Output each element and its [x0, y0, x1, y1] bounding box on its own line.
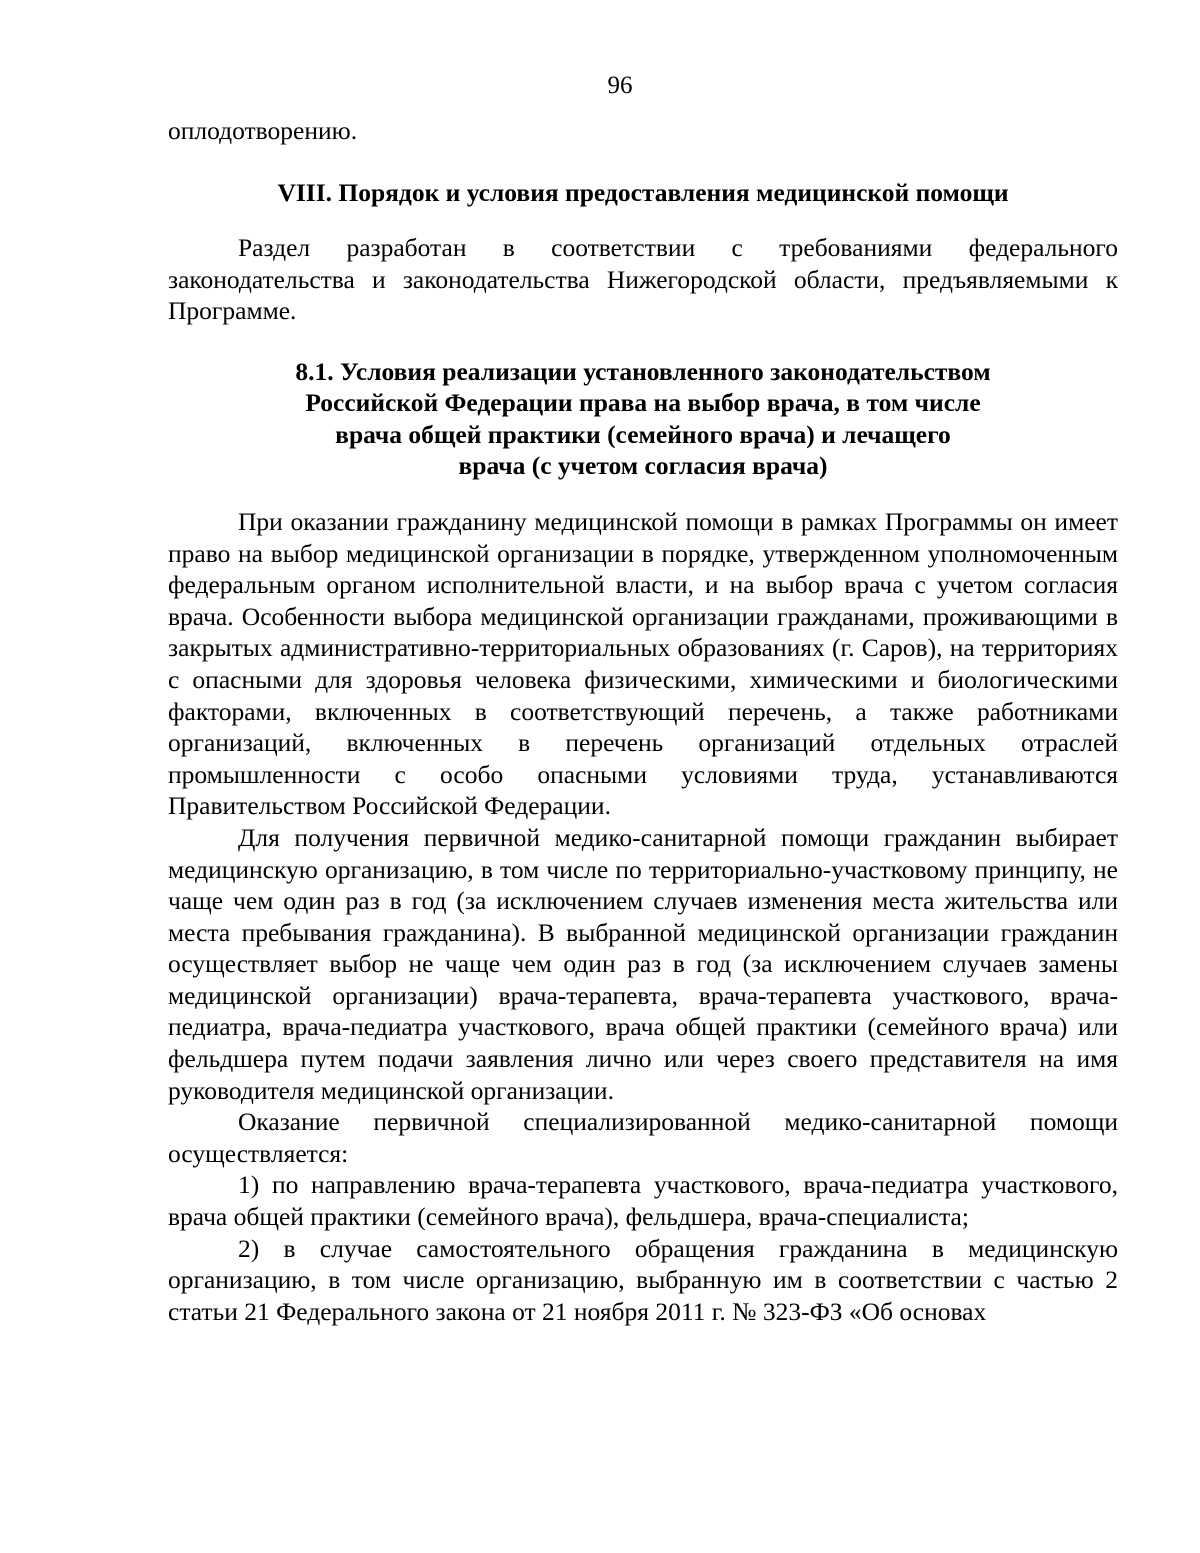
subsection-heading-line: врача общей практики (семейного врача) и лечащего [335, 419, 951, 449]
section-heading: VIII. Порядок и условия предоставления медицинской помощи [277, 177, 1009, 207]
subsection-heading-line: врача (с учетом согласия врача) [458, 451, 828, 481]
page-body [168, 115, 1118, 1327]
body-paragraph: Оказание первичной специализированной медико-санитарной помощи осуществляется: [168, 1107, 1118, 1168]
intro-paragraph: Раздел разработан в соответствии с требованиями федерального законодательства и законодательства Нижегородской области, предъявляемыми к Программе. [168, 233, 1118, 326]
subsection-heading-line: Российской Федерации права на выбор врача, в том числе [305, 388, 981, 418]
body-paragraph: При оказании гражданину медицинской помощи в рамках Программы он имеет право на выбор медицинской организации в порядке, утвержденном уполномоченным федеральным органом исполнительной власти, и на выбор врача с учетом согласия врача. Особенности выбора медицинской организации гражданами, проживающими в закрытых административно-территориальных образованиях (г. Саров), на территориях с опасными для здоровья человека физическими, химическими и биологическими факторами, включенных в соответствующий перечень, а также работниками организаций, включенных в перечень организаций отдельных отраслей промышленности с особо опасными условиями труда, устанавливаются Правительством Российской Федерации. [168, 506, 1118, 821]
subsection-heading [168, 356, 1118, 482]
list-item: 1) по направлению врача-терапевта участкового, врача-педиатра участкового, врача общей практики (семейного врача), фельдшера, врача-специалиста; [168, 1170, 1118, 1232]
page-number: 96 [607, 72, 633, 99]
list-item: 2) в случае самостоятельного обращения гражданина в медицинскую организацию, в том числе организацию, выбранную им в соответствии с частью 2 статьи 21 Федерального закона от 21 ноября 2011 г. № 323-ФЗ «Об основах [168, 1233, 1118, 1326]
body-paragraph: Для получения первичной медико-санитарной помощи гражданин выбирает медицинскую организацию, в том числе по территориально-участковому принципу, не чаще чем один раз в год (за исключением случаев изменения места жительства или места пребывания гражданина). В выбранной медицинской организации гражданин осуществляет выбор не чаще чем один раз в год (за исключением случаев замены медицинской организации) врача-терапевта, врача-терапевта участкового, врача-педиатра, врача-педиатра участкового, врача общей практики (семейного врача) или фельдшера путем подачи заявления лично или через своего представителя на имя руководителя медицинской организации. [168, 822, 1118, 1105]
continuation-text: оплодотворению. [168, 116, 358, 145]
subsection-heading-line: 8.1. Условия реализации установленного законодательством [295, 356, 991, 386]
